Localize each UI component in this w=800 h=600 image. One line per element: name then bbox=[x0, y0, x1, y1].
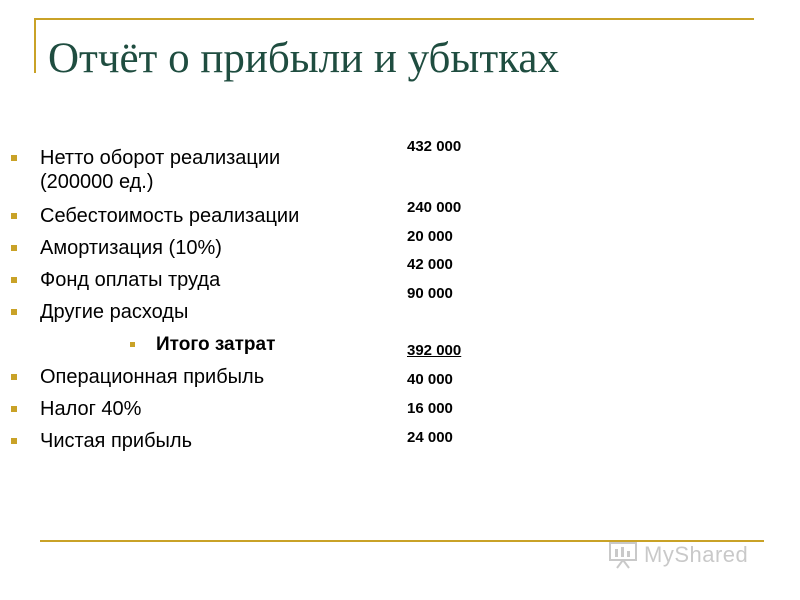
bullet-square-icon bbox=[11, 277, 17, 283]
bullet-square-icon bbox=[11, 155, 17, 161]
list-item-payroll bbox=[40, 268, 220, 292]
list-item-operating-profit bbox=[40, 365, 264, 389]
value-other-expenses: 90 000 bbox=[407, 285, 453, 302]
item-label: Итого затрат bbox=[156, 334, 276, 355]
bullet-square-icon bbox=[11, 309, 17, 315]
bullet-square-icon bbox=[11, 245, 17, 251]
item-label-line2: (200000 ед.) bbox=[40, 171, 154, 193]
list-item-net-profit bbox=[40, 429, 192, 453]
item-label: Фонд оплаты труда bbox=[40, 269, 221, 291]
list-item-tax bbox=[40, 397, 141, 421]
item-label: Другие расходы bbox=[40, 301, 189, 323]
item-label: Себестоимость реализации bbox=[40, 205, 300, 227]
item-label: Амортизация (10%) bbox=[40, 237, 222, 259]
list-item-total-costs bbox=[156, 333, 275, 357]
bullet-square-icon bbox=[11, 374, 17, 380]
top-rule bbox=[34, 18, 754, 20]
list-item-net-turnover bbox=[40, 146, 280, 194]
item-label: Чистая прибыль bbox=[40, 430, 192, 452]
item-label: Налог 40% bbox=[40, 398, 142, 420]
watermark-text: MyShared bbox=[644, 542, 749, 567]
item-label-line1: Нетто оборот реализации bbox=[40, 147, 281, 169]
value-net-turnover: 432 000 bbox=[407, 138, 462, 155]
value-operating-profit: 40 000 bbox=[407, 371, 453, 388]
bullet-square-icon bbox=[11, 406, 17, 412]
presentation-board-icon bbox=[608, 540, 638, 570]
left-rule bbox=[34, 18, 36, 73]
value-net-profit: 24 000 bbox=[407, 429, 453, 446]
list-item-depreciation bbox=[40, 236, 222, 260]
bullet-square-icon bbox=[130, 342, 135, 347]
value-depreciation: 20 000 bbox=[407, 228, 453, 245]
list-item-other-expenses bbox=[40, 300, 188, 324]
watermark bbox=[608, 536, 768, 572]
value-payroll: 42 000 bbox=[407, 256, 453, 273]
bullet-square-icon bbox=[11, 213, 17, 219]
list-item-cost-of-sales bbox=[40, 204, 299, 228]
item-label: Операционная прибыль bbox=[40, 366, 265, 388]
bullet-square-icon bbox=[11, 438, 17, 444]
value-tax: 16 000 bbox=[407, 400, 453, 417]
value-cost-of-sales: 240 000 bbox=[407, 199, 462, 216]
slide-title: Отчёт о прибыли и убытках bbox=[48, 35, 559, 82]
value-total-costs: 392 000 bbox=[407, 342, 462, 359]
